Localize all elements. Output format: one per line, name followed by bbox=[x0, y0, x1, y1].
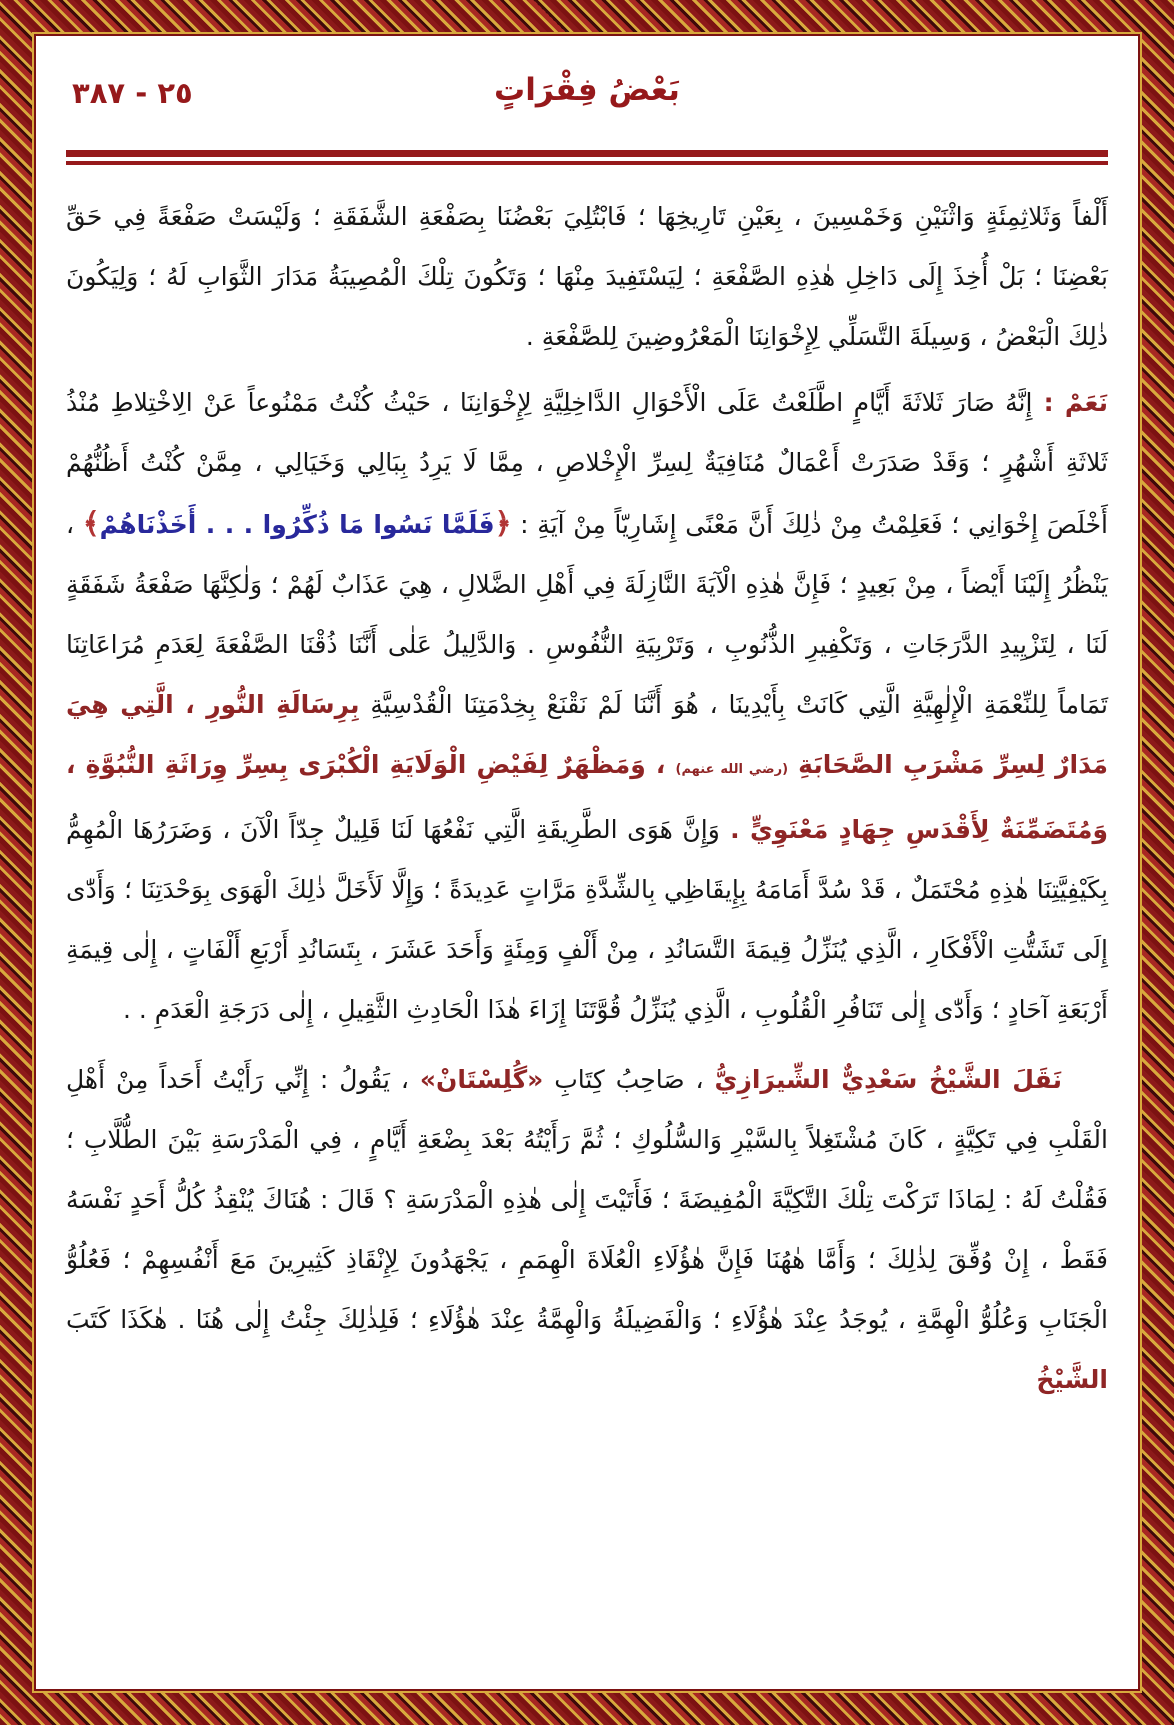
page-number: ٢٥ - ٣٨٧ bbox=[72, 76, 193, 110]
paragraph-3 bbox=[66, 1050, 1108, 1410]
header-divider bbox=[66, 150, 1108, 165]
divider-thin-rule bbox=[66, 161, 1108, 165]
text-segment: نَعَمْ : bbox=[1032, 388, 1108, 417]
text-segment: إِنَّهُ صَارَ ثَلاثَةَ أَيَّامٍ اطَّلَعْتُ عَلَى الْأَحْوَالِ الدَّاخِلِيَّةِ لِإِخْوَانِنَا ، حَيْثُ كُنْتُ مَمْنُوعاً عَنْ الِاخْتِلاطِ مُنْذُ ثَلاثَةِ أَشْهُرٍ ؛ وَقَدْ صَدَرَتْ أَعْمَالٌ مُنَافِيَةٌ لِسِرِّ الْإِخْلاصِ ، مِمَّا لَا يَرِدُ بِبَالِي وَخَيَالِي ، مِمَّنْ كُنْتُ أَظُنُّهُمْ أَخْلَصَ إِخْوَانِي ؛ فَعَلِمْتُ مِنْ ذٰلِكَ أَنَّ مَعْنًى إِشَارِيّاً مِنْ آيَةِ : bbox=[66, 388, 1109, 539]
text-segment: نَقَلَ الشَّيْخُ سَعْدِيٌّ الشِّيرَازِيُّ bbox=[714, 1065, 1062, 1094]
page-header bbox=[66, 58, 1108, 144]
divider-thick-rule bbox=[66, 150, 1108, 157]
text-segment: وَإِنَّ هَوَى الطَّرِيقَةِ الَّتِي نَفْعُهَا لَنَا قَلِيلٌ جِدّاً الْآنَ ، وَضَرَرُهَا الْمُهِمُّ بِكَيْفِيَّتِنَا هٰذِهِ مُحْتَمَلٌ ، قَدْ سُدَّ أَمَامَهُ بِإِيقَاظِي بِالشِّدَّةِ مَرَّاتٍ عَدِيدَةً ؛ وَإِلَّا لَأَخَلَّ ذٰلِكَ الْهَوَى بِوَحْدَتِنَا ؛ وَأَدّٰى إِلَى تَشَتُّتِ الْأَفْكَارِ ، الَّذِي يُنَزِّلُ قِيمَةَ التَّسَانُدِ ، مِنْ أَلْفٍ وَمِئَةٍ وَأَحَدَ عَشَرَ ، بِتَسَانُدِ أَرْبَعِ أَلْفَاتٍ ، إِلٰى قِيمَةِ أَرْبَعَةِ آحَادٍ ؛ وَأَدّٰى إِلٰى تَنَافُرِ الْقُلُوبِ ، الَّذِي يُنَزِّلُ قُوَّتَنَا إِزَاءَ هٰذَا الْحَادِثِ الثَّقِيلِ ، إِلٰى دَرَجَةِ الْعَدَمِ . . bbox=[66, 815, 1108, 1024]
text-segment: ، يَنْظُرُ إِلَيْنَا أَيْضاً ، مِنْ بَعِيدٍ ؛ فَإِنَّ هٰذِهِ الْآيَةَ النَّازِلَةَ فِي أَهْلِ الضَّلالِ ، هِيَ عَذَابٌ لَهُمْ ؛ وَلٰكِنَّهَا صَفْعَةُ شَفَقَةٍ لَنَا ، لِتَزْيِيدِ الدَّرَجَاتِ ، وَتَكْفِيرِ الذُّنُوبِ ، وَتَرْبِيَةِ النُّفُوسِ . وَالدَّلِيلُ عَلٰى أَنَّنَا ذُقْنَا الصَّفْعَةَ لِعَدَمِ مُرَاعَاتِنَا تَمَاماً لِلنِّعْمَةِ الْإِلٰهِيَّةِ الَّتِي كَانَتْ بِأَيْدِينَا ، هُوَ أَنَّنَا لَمْ نَقْنَعْ بِخِدْمَتِنَا الْقُدْسِيَّةِ bbox=[66, 510, 1108, 719]
text-segment: «گُلِسْتَانْ» bbox=[419, 1065, 544, 1094]
quran-verse-text: فَلَمَّا نَسُوا مَا ذُكِّرُوا . . . أَخَذْنَاهُمْ bbox=[99, 510, 495, 539]
text-segment: الشَّيْخُ bbox=[1036, 1365, 1108, 1394]
text-segment: بِرِسَالَةِ النُّورِ ، الَّتِي هِيَ مَدَارٌ لِسِرِّ مَشْرَبِ الصَّحَابَةِ bbox=[66, 690, 1108, 779]
text-segment: ، صَاحِبُ كِتَابِ bbox=[543, 1065, 715, 1094]
paragraph-2 bbox=[66, 373, 1108, 1040]
page-content bbox=[32, 32, 1142, 1426]
paragraph-1 bbox=[66, 187, 1108, 367]
text-segment: ، وَمَظْهَرٌ لِفَيْضِ الْوَلَايَةِ الْكُبْرَى بِسِرِّ وِرَاثَةِ النُّبُوَّةِ ، وَمُتَضَمِّنَةٌ لِأَقْدَسِ جِهَادٍ مَعْنَوِيٍّ . bbox=[66, 750, 1108, 844]
quran-bracket-ornament: ﴾ bbox=[82, 506, 100, 540]
quran-bracket-ornament: ﴿ bbox=[494, 506, 512, 540]
text-segment: أَلْفاً وَثَلاثِمِئَةٍ وَاثْنَيْنِ وَخَمْسِينَ ، بِعَيْنِ تَارِيخِهَا ؛ فَابْتُلِيَ بَعْضُنَا بِصَفْعَةِ الشَّفَقَةِ ؛ وَلَيْسَتْ صَفْعَةً فِي حَقِّ بَعْضِنَا ؛ بَلْ أُخِذَ إِلَى دَاخِلِ هٰذِهِ الصَّفْعَةِ ؛ لِيَسْتَفِيدَ مِنْهَا ؛ وَتَكُونَ تِلْكَ الْمُصِيبَةُ مَدَارَ الثَّوَابِ لَهُ ؛ وَلِيَكُونَ ذٰلِكَ الْبَعْضُ ، وَسِيلَةَ التَّسَلِّي لِإِخْوَانِنَا الْمَعْرُوضِينَ لِلصَّفْعَةِ . bbox=[66, 202, 1108, 351]
text-segment: ، يَقُولُ : إِنِّي رَأَيْتُ أَحَداً مِنْ أَهْلِ الْقَلْبِ فِي تَكِيَّةٍ ، كَانَ مُشْتَغِلاً بِالسَّيْرِ وَالسُّلُوكِ ؛ ثُمَّ رَأَيْتُهُ بَعْدَ بِضْعَةِ أَيَّامٍ ، فِي الْمَدْرَسَةِ بَيْنَ الطُّلَّابِ ؛ فَقُلْتُ لَهُ : لِمَاذَا تَرَكْتَ تِلْكَ التَّكِيَّةَ الْمُفِيضَةَ ؛ فَأَتَيْتَ إِلٰى هٰذِهِ الْمَدْرَسَةِ ؟ قَالَ : هُنَاكَ يُنْقِذُ كُلُّ أَحَدٍ نَفْسَهُ فَقَطْ ، إِنْ وُفِّقَ لِذٰلِكَ ؛ وَأَمَّا هٰهُنَا فَإِنَّ هٰؤُلَاءِ الْعُلَاةَ الْهِمَمِ ، يَجْهَدُونَ لِإِنْقَاذِ كَثِيرِينَ مَعَ أَنْفُسِهِمْ ؛ فَعُلُوُّ الْجَنَابِ وَعُلُوُّ الْهِمَّةِ ، يُوجَدُ عِنْدَ هٰؤُلَاءِ ؛ وَالْفَضِيلَةُ وَالْهِمَّةُ عِنْدَ هٰؤُلَاءِ ؛ فَلِذٰلِكَ جِئْتُ إِلٰى هُنَا . هٰكَذَا كَتَبَ bbox=[66, 1065, 1108, 1334]
honorific-mark: (رضي الله عنهم) bbox=[675, 762, 789, 777]
page-title: بَعْضُ فِقْرَاتٍ bbox=[494, 72, 680, 108]
body-text bbox=[66, 187, 1108, 1410]
